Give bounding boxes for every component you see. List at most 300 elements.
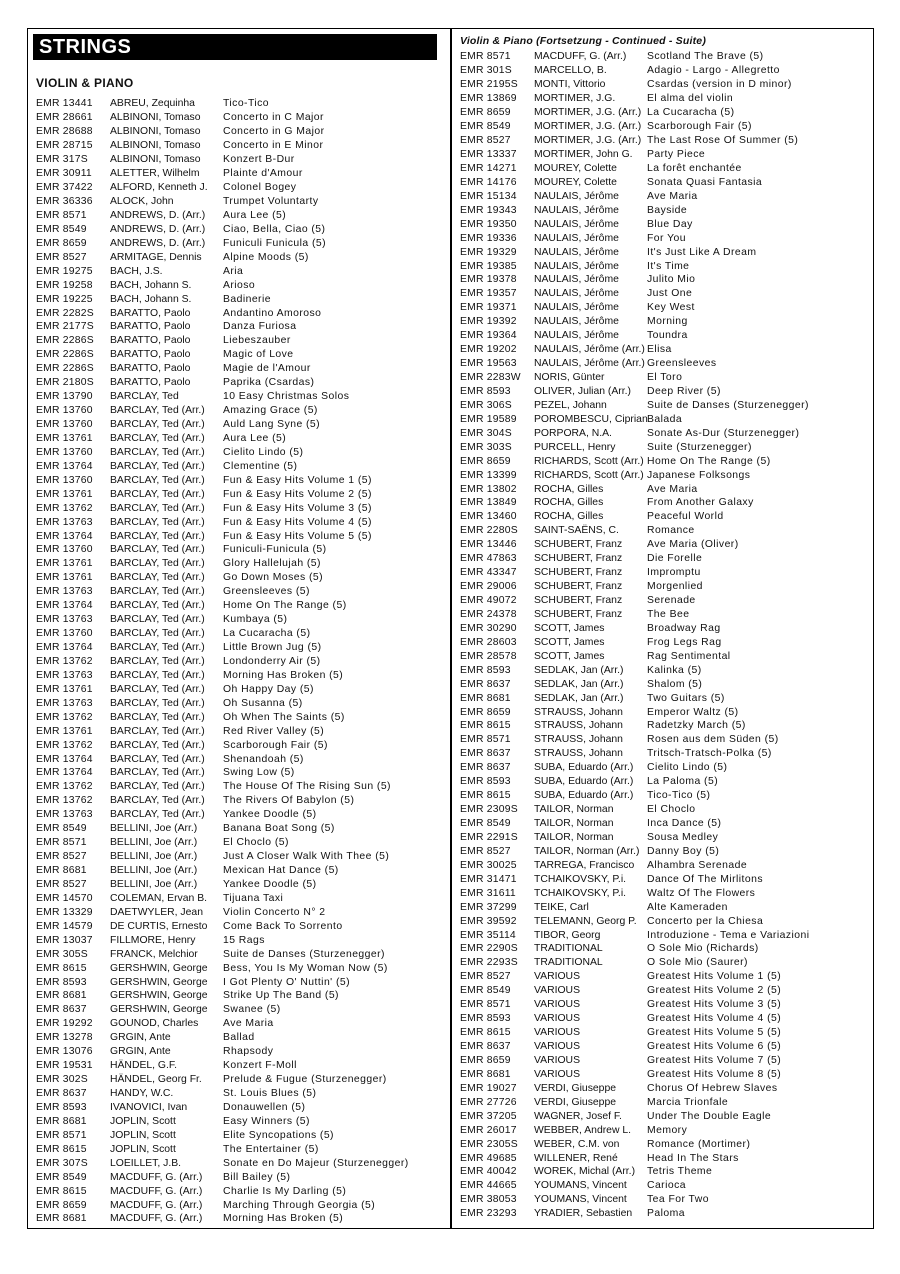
- catalog-title: Scotland The Brave (5): [647, 51, 764, 63]
- catalog-row: [36, 529, 446, 543]
- catalog-row: [36, 1073, 446, 1087]
- catalog-ref: EMR 8593: [460, 385, 511, 397]
- catalog-composer: ANDREWS, D. (Arr.): [110, 237, 206, 249]
- catalog-ref: EMR 37422: [36, 182, 93, 194]
- catalog-row: [36, 390, 446, 404]
- catalog-title: Bayside: [647, 204, 688, 216]
- catalog-title: Serenade: [647, 595, 696, 607]
- catalog-title: Radetzky March (5): [647, 720, 746, 732]
- catalog-composer: SEDLAK, Jan (Arr.): [534, 692, 624, 704]
- catalog-composer: BARATTO, Paolo: [110, 377, 191, 389]
- catalog-composer: NAULAIS, Jérôme: [534, 288, 619, 300]
- catalog-composer: WILLENER, René: [534, 1152, 618, 1164]
- catalog-row: [460, 677, 869, 691]
- catalog-row: [460, 259, 869, 273]
- section-title-band: STRINGS: [33, 34, 437, 60]
- catalog-ref: EMR 2291S: [460, 831, 518, 843]
- catalog-row: [36, 1045, 446, 1059]
- catalog-composer: TRADITIONAL: [534, 943, 603, 955]
- catalog-ref: EMR 37299: [460, 901, 517, 913]
- catalog-title: O Sole Mio (Richards): [647, 943, 759, 955]
- left-column: [28, 29, 450, 1228]
- catalog-composer: SAINT-SAËNS, C.: [534, 525, 619, 537]
- catalog-composer: BARCLAY, Ted (Arr.): [110, 767, 205, 779]
- catalog-composer: WAGNER, Josef F.: [534, 1110, 622, 1122]
- catalog-composer: BELLINI, Joe (Arr.): [110, 878, 198, 890]
- catalog-composer: DAETWYLER, Jean: [110, 906, 203, 918]
- subsection-title: VIOLIN & PIANO: [36, 76, 134, 90]
- catalog-title: Inca Dance (5): [647, 818, 722, 830]
- catalog-title: Auld Lang Syne (5): [223, 419, 321, 431]
- catalog-row: [36, 808, 446, 822]
- right-column: [452, 29, 873, 1228]
- catalog-ref: EMR 8527: [460, 135, 511, 147]
- catalog-ref: EMR 301S: [460, 65, 512, 77]
- catalog-composer: GOUNOD, Charles: [110, 1018, 199, 1030]
- catalog-composer: BARCLAY, Ted (Arr.): [110, 544, 205, 556]
- catalog-ref: EMR 8593: [460, 776, 511, 788]
- catalog-title: La forêt enchantée: [647, 162, 742, 174]
- catalog-composer: ANDREWS, D. (Arr.): [110, 209, 206, 221]
- catalog-composer: TAILOR, Norman (Arr.): [534, 845, 640, 857]
- catalog-title: The Entertainer (5): [223, 1143, 319, 1155]
- catalog-ref: EMR 8593: [36, 1101, 87, 1113]
- catalog-ref: EMR 14579: [36, 920, 93, 932]
- catalog-composer: BARATTO, Paolo: [110, 349, 191, 361]
- catalog-title: Funiculi Funicula (5): [223, 237, 327, 249]
- catalog-composer: MACDUFF, G. (Arr.): [534, 51, 627, 63]
- catalog-row: [460, 691, 869, 705]
- catalog-composer: ANDREWS, D. (Arr.): [110, 223, 206, 235]
- catalog-title: Emperor Waltz (5): [647, 706, 739, 718]
- catalog-title: Plainte d'Amour: [223, 168, 303, 180]
- catalog-ref: EMR 8681: [460, 1068, 511, 1080]
- catalog-row: [36, 153, 446, 167]
- catalog-ref: EMR 19364: [460, 330, 517, 342]
- catalog-ref: EMR 13764: [36, 600, 93, 612]
- catalog-composer: BARCLAY, Ted (Arr.): [110, 614, 205, 626]
- catalog-ref: EMR 13399: [460, 469, 517, 481]
- catalog-title: Deep River (5): [647, 385, 721, 397]
- catalog-composer: MACDUFF, G. (Arr.): [110, 1185, 203, 1197]
- catalog-row: [36, 682, 446, 696]
- catalog-composer: NORIS, Günter: [534, 372, 605, 384]
- catalog-ref: EMR 8527: [36, 251, 87, 263]
- catalog-composer: TCHAIKOVSKY, P.i.: [534, 887, 627, 899]
- catalog-row: [460, 970, 869, 984]
- catalog-composer: RICHARDS, Scott (Arr.): [534, 469, 644, 481]
- catalog-ref: EMR 19563: [460, 358, 517, 370]
- catalog-composer: BARCLAY, Ted (Arr.): [110, 530, 205, 542]
- catalog-ref: EMR 8659: [460, 107, 511, 119]
- catalog-row: [36, 1017, 446, 1031]
- catalog-ref: EMR 2180S: [36, 377, 94, 389]
- catalog-ref: EMR 13763: [36, 809, 93, 821]
- catalog-ref: EMR 13761: [36, 488, 93, 500]
- catalog-row: [36, 278, 446, 292]
- catalog-composer: TEIKE, Carl: [534, 901, 589, 913]
- catalog-title: Liebeszauber: [223, 335, 291, 347]
- catalog-composer: VERDI, Giuseppe: [534, 1096, 617, 1108]
- catalog-composer: MACDUFF, G. (Arr.): [110, 1199, 203, 1211]
- catalog-composer: BARCLAY, Ted (Arr.): [110, 725, 205, 737]
- catalog-ref: EMR 13763: [36, 614, 93, 626]
- catalog-composer: STRAUSS, Johann: [534, 720, 623, 732]
- catalog-row: [36, 250, 446, 264]
- catalog-composer: WOREK, Michal (Arr.): [534, 1166, 636, 1178]
- catalog-title: Greatest Hits Volume 5 (5): [647, 1027, 782, 1039]
- catalog-composer: SCOTT, James: [534, 636, 605, 648]
- catalog-title: La Cucaracha (5): [647, 107, 735, 119]
- catalog-composer: SCHUBERT, Franz: [534, 608, 623, 620]
- catalog-title: Clementine (5): [223, 460, 298, 472]
- catalog-list-left: [36, 97, 446, 1226]
- catalog-ref: EMR 8637: [36, 1004, 87, 1016]
- catalog-composer: STRAUSS, Johann: [534, 706, 623, 718]
- catalog-title: Suite de Danses (Sturzenegger): [647, 399, 809, 411]
- catalog-title: From Another Galaxy: [647, 497, 754, 509]
- catalog-ref: EMR 8615: [460, 720, 511, 732]
- catalog-ref: EMR 19392: [460, 316, 517, 328]
- catalog-row: [460, 1151, 869, 1165]
- catalog-row: [460, 719, 869, 733]
- catalog-row: [36, 599, 446, 613]
- catalog-title: Morgenlied: [647, 581, 703, 593]
- catalog-title: Sousa Medley: [647, 831, 719, 843]
- catalog-ref: EMR 2282S: [36, 307, 94, 319]
- catalog-row: [36, 752, 446, 766]
- catalog-row: [36, 919, 446, 933]
- catalog-row: [460, 329, 869, 343]
- catalog-row: [460, 175, 869, 189]
- catalog-title: Go Down Moses (5): [223, 572, 324, 584]
- catalog-title: Balada: [647, 413, 683, 425]
- catalog-ref: EMR 13764: [36, 530, 93, 542]
- catalog-row: [460, 245, 869, 259]
- catalog-composer: SCHUBERT, Franz: [534, 539, 623, 551]
- catalog-ref: EMR 8593: [36, 976, 87, 988]
- catalog-title: Toundra: [647, 330, 688, 342]
- catalog-composer: BARCLAY, Ted (Arr.): [110, 809, 205, 821]
- catalog-composer: PORPORA, N.A.: [534, 427, 612, 439]
- catalog-title: Swing Low (5): [223, 767, 295, 779]
- catalog-row: [36, 627, 446, 641]
- catalog-row: [460, 120, 869, 134]
- catalog-composer: COLEMAN, Ervan B.: [110, 892, 208, 904]
- catalog-composer: BELLINI, Joe (Arr.): [110, 837, 198, 849]
- catalog-row: [460, 538, 869, 552]
- catalog-composer: STRAUSS, Johann: [534, 748, 623, 760]
- catalog-row: [460, 594, 869, 608]
- catalog-ref: EMR 2286S: [36, 349, 94, 361]
- catalog-title: Donauwellen (5): [223, 1101, 306, 1113]
- catalog-ref: EMR 29006: [460, 581, 517, 593]
- catalog-composer: TAILOR, Norman: [534, 818, 614, 830]
- catalog-row: [460, 287, 869, 301]
- catalog-title: Tijuana Taxi: [223, 892, 284, 904]
- catalog-ref: EMR 13760: [36, 446, 93, 458]
- catalog-row: [460, 454, 869, 468]
- catalog-ref: EMR 13762: [36, 795, 93, 807]
- catalog-row: [460, 803, 869, 817]
- catalog-title: Easy Winners (5): [223, 1115, 310, 1127]
- catalog-title: Home On The Range (5): [223, 600, 347, 612]
- catalog-row: [36, 306, 446, 320]
- catalog-row: [460, 900, 869, 914]
- catalog-row: [36, 139, 446, 153]
- catalog-composer: SCOTT, James: [534, 650, 605, 662]
- catalog-ref: EMR 2293S: [460, 957, 518, 969]
- catalog-composer: MORTIMER, John G.: [534, 149, 633, 161]
- catalog-title: Greensleeves: [647, 358, 717, 370]
- catalog-ref: EMR 19202: [460, 344, 517, 356]
- catalog-title: The Rivers Of Babylon (5): [223, 795, 355, 807]
- catalog-row: [460, 1026, 869, 1040]
- catalog-composer: VARIOUS: [534, 1013, 580, 1025]
- catalog-title: Come Back To Sorrento: [223, 920, 343, 932]
- catalog-composer: BARCLAY, Ted (Arr.): [110, 642, 205, 654]
- catalog-composer: SCHUBERT, Franz: [534, 581, 623, 593]
- catalog-row: [36, 724, 446, 738]
- catalog-title: La Paloma (5): [647, 776, 719, 788]
- catalog-row: [460, 580, 869, 594]
- catalog-title: Sonate As-Dur (Sturzenegger): [647, 427, 800, 439]
- catalog-title: Konzert B-Dur: [223, 154, 295, 166]
- catalog-ref: EMR 8615: [36, 962, 87, 974]
- catalog-title: It's Just Like A Dream: [647, 246, 757, 258]
- catalog-row: [36, 209, 446, 223]
- catalog-row: [36, 822, 446, 836]
- catalog-title: Waltz Of The Flowers: [647, 887, 756, 899]
- catalog-ref: EMR 13037: [36, 934, 93, 946]
- catalog-title: Sonata Quasi Fantasia: [647, 176, 763, 188]
- catalog-row: [460, 1123, 869, 1137]
- catalog-row: [36, 668, 446, 682]
- catalog-row: [36, 487, 446, 501]
- catalog-title: Morning Has Broken (5): [223, 1213, 344, 1225]
- catalog-row: [36, 933, 446, 947]
- catalog-title: Just A Closer Walk With Thee (5): [223, 851, 390, 863]
- catalog-row: [36, 891, 446, 905]
- catalog-composer: BARATTO, Paolo: [110, 335, 191, 347]
- catalog-ref: EMR 8659: [460, 455, 511, 467]
- catalog-ref: EMR 8549: [460, 818, 511, 830]
- catalog-row: [460, 552, 869, 566]
- catalog-row: [36, 1198, 446, 1212]
- catalog-title: Magie de l'Amour: [223, 363, 311, 375]
- catalog-composer: BARATTO, Paolo: [110, 321, 191, 333]
- catalog-ref: EMR 304S: [460, 427, 512, 439]
- catalog-title: Dance Of The Mirlitons: [647, 873, 763, 885]
- catalog-row: [460, 412, 869, 426]
- catalog-title: Under The Double Eagle: [647, 1110, 772, 1122]
- catalog-composer: VARIOUS: [534, 1027, 580, 1039]
- catalog-title: Fun & Easy Hits Volume 4 (5): [223, 516, 372, 528]
- catalog-row: [36, 641, 446, 655]
- catalog-title: Trumpet Voluntarty: [223, 196, 319, 208]
- catalog-ref: EMR 24378: [460, 608, 517, 620]
- catalog-composer: STRAUSS, Johann: [534, 734, 623, 746]
- catalog-composer: ALBINONI, Tomaso: [110, 126, 201, 138]
- catalog-ref: EMR 13760: [36, 419, 93, 431]
- catalog-composer: BARCLAY, Ted (Arr.): [110, 405, 205, 417]
- catalog-ref: EMR 2309S: [460, 804, 518, 816]
- catalog-title: Red River Valley (5): [223, 725, 325, 737]
- catalog-title: Colonel Bogey: [223, 182, 297, 194]
- catalog-ref: EMR 306S: [460, 399, 512, 411]
- catalog-row: [460, 315, 869, 329]
- catalog-composer: SCHUBERT, Franz: [534, 567, 623, 579]
- catalog-title: Cielito Lindo (5): [647, 762, 728, 774]
- catalog-row: [36, 1156, 446, 1170]
- catalog-composer: ABREU, Zequinha: [110, 98, 195, 110]
- catalog-composer: BARCLAY, Ted (Arr.): [110, 711, 205, 723]
- catalog-composer: GERSHWIN, George: [110, 976, 208, 988]
- catalog-ref: EMR 28688: [36, 126, 93, 138]
- catalog-row: [36, 459, 446, 473]
- catalog-row: [36, 961, 446, 975]
- catalog-ref: EMR 19275: [36, 265, 93, 277]
- catalog-row: [36, 1101, 446, 1115]
- catalog-title: Suite (Sturzenegger): [647, 441, 752, 453]
- catalog-composer: NAULAIS, Jérôme (Arr.): [534, 358, 645, 370]
- catalog-row: [460, 398, 869, 412]
- catalog-composer: ROCHA, Gilles: [534, 483, 604, 495]
- catalog-composer: BARCLAY, Ted (Arr.): [110, 572, 205, 584]
- catalog-row: [36, 473, 446, 487]
- catalog-row: [36, 264, 446, 278]
- catalog-composer: VARIOUS: [534, 999, 580, 1011]
- catalog-composer: BARCLAY, Ted (Arr.): [110, 446, 205, 458]
- catalog-ref: EMR 8615: [460, 1027, 511, 1039]
- catalog-composer: BELLINI, Joe (Arr.): [110, 823, 198, 835]
- catalog-row: [36, 1184, 446, 1198]
- catalog-title: Romance: [647, 525, 695, 537]
- catalog-composer: VERDI, Giuseppe: [534, 1082, 617, 1094]
- catalog-ref: EMR 19292: [36, 1018, 93, 1030]
- catalog-ref: EMR 8615: [36, 1143, 87, 1155]
- catalog-composer: YOUMANS, Vincent: [534, 1194, 627, 1206]
- catalog-composer: MOUREY, Colette: [534, 176, 617, 188]
- catalog-title: Bess, You Is My Woman Now (5): [223, 962, 388, 974]
- catalog-composer: TAILOR, Norman: [534, 804, 614, 816]
- catalog-ref: EMR 8571: [460, 734, 511, 746]
- catalog-row: [36, 543, 446, 557]
- catalog-ref: EMR 27726: [460, 1096, 517, 1108]
- catalog-composer: JOPLIN, Scott: [110, 1129, 176, 1141]
- catalog-title: Funiculi-Funicula (5): [223, 544, 327, 556]
- catalog-title: Suite de Danses (Sturzenegger): [223, 948, 385, 960]
- catalog-ref: EMR 38053: [460, 1194, 517, 1206]
- catalog-title: Alte Kameraden: [647, 901, 728, 913]
- catalog-row: [36, 432, 446, 446]
- catalog-title: 15 Rags: [223, 934, 265, 946]
- catalog-ref: EMR 19357: [460, 288, 517, 300]
- catalog-composer: ROCHA, Gilles: [534, 511, 604, 523]
- catalog-title: Danza Furiosa: [223, 321, 297, 333]
- catalog-row: [460, 998, 869, 1012]
- catalog-row: [460, 621, 869, 635]
- catalog-title: Danny Boy (5): [647, 845, 720, 857]
- catalog-row: [460, 343, 869, 357]
- catalog-row: [460, 440, 869, 454]
- catalog-composer: BARCLAY, Ted (Arr.): [110, 502, 205, 514]
- catalog-composer: ALBINONI, Tomaso: [110, 112, 201, 124]
- catalog-row: [460, 496, 869, 510]
- catalog-composer: ALETTER, Wilhelm: [110, 168, 200, 180]
- catalog-composer: MONTI, Vittorio: [534, 79, 606, 91]
- catalog-title: Rosen aus dem Süden (5): [647, 734, 779, 746]
- catalog-ref: EMR 19258: [36, 279, 93, 291]
- catalog-row: [460, 928, 869, 942]
- catalog-ref: EMR 13763: [36, 669, 93, 681]
- catalog-composer: FILLMORE, Henry: [110, 934, 196, 946]
- catalog-row: [460, 886, 869, 900]
- catalog-ref: EMR 2283W: [460, 372, 521, 384]
- catalog-title: 10 Easy Christmas Solos: [223, 391, 350, 403]
- catalog-title: Badinerie: [223, 293, 271, 305]
- catalog-composer: MACDUFF, G. (Arr.): [110, 1171, 203, 1183]
- catalog-row: [460, 468, 869, 482]
- catalog-ref: EMR 8549: [36, 823, 87, 835]
- catalog-row: [460, 761, 869, 775]
- catalog-composer: VARIOUS: [534, 1068, 580, 1080]
- catalog-ref: EMR 19343: [460, 204, 517, 216]
- catalog-ref: EMR 44665: [460, 1180, 517, 1192]
- catalog-title: Greatest Hits Volume 2 (5): [647, 985, 782, 997]
- catalog-title: Csardas (version in D minor): [647, 79, 792, 91]
- catalog-composer: BARCLAY, Ted (Arr.): [110, 432, 205, 444]
- catalog-composer: BARCLAY, Ted (Arr.): [110, 419, 205, 431]
- catalog-row: [36, 1170, 446, 1184]
- catalog-row: [460, 1012, 869, 1026]
- catalog-composer: NAULAIS, Jérôme: [534, 218, 619, 230]
- catalog-composer: BARCLAY, Ted (Arr.): [110, 516, 205, 528]
- catalog-row: [460, 371, 869, 385]
- catalog-ref: EMR 13761: [36, 432, 93, 444]
- catalog-row: [36, 947, 446, 961]
- catalog-composer: NAULAIS, Jérôme: [534, 274, 619, 286]
- catalog-row: [36, 320, 446, 334]
- catalog-composer: BACH, Johann S.: [110, 293, 192, 305]
- continuation-header: Violin & Piano (Fortsetzung - Continued - Suite): [460, 35, 707, 47]
- catalog-row: [36, 1003, 446, 1017]
- catalog-row: [460, 301, 869, 315]
- catalog-ref: EMR 2286S: [36, 363, 94, 375]
- catalog-title: Ave Maria: [647, 483, 698, 495]
- catalog-ref: EMR 8637: [460, 762, 511, 774]
- catalog-row: [36, 766, 446, 780]
- catalog-title: Paloma: [647, 1208, 685, 1220]
- catalog-composer: PEZEL, Johann: [534, 399, 607, 411]
- catalog-ref: EMR 13761: [36, 572, 93, 584]
- catalog-ref: EMR 13763: [36, 586, 93, 598]
- catalog-title: Concerto in G Major: [223, 126, 325, 138]
- catalog-ref: EMR 8593: [460, 664, 511, 676]
- catalog-ref: EMR 14570: [36, 892, 93, 904]
- catalog-row: [460, 1109, 869, 1123]
- catalog-title: St. Louis Blues (5): [223, 1088, 317, 1100]
- catalog-page: [27, 28, 874, 1229]
- catalog-composer: BACH, Johann S.: [110, 279, 192, 291]
- catalog-title: Alhambra Serenade: [647, 859, 748, 871]
- catalog-row: [460, 705, 869, 719]
- catalog-row: [36, 348, 446, 362]
- catalog-composer: DE CURTIS, Ernesto: [110, 920, 208, 932]
- catalog-composer: BARATTO, Paolo: [110, 363, 191, 375]
- catalog-row: [460, 1081, 869, 1095]
- catalog-composer: SEDLAK, Jan (Arr.): [534, 664, 624, 676]
